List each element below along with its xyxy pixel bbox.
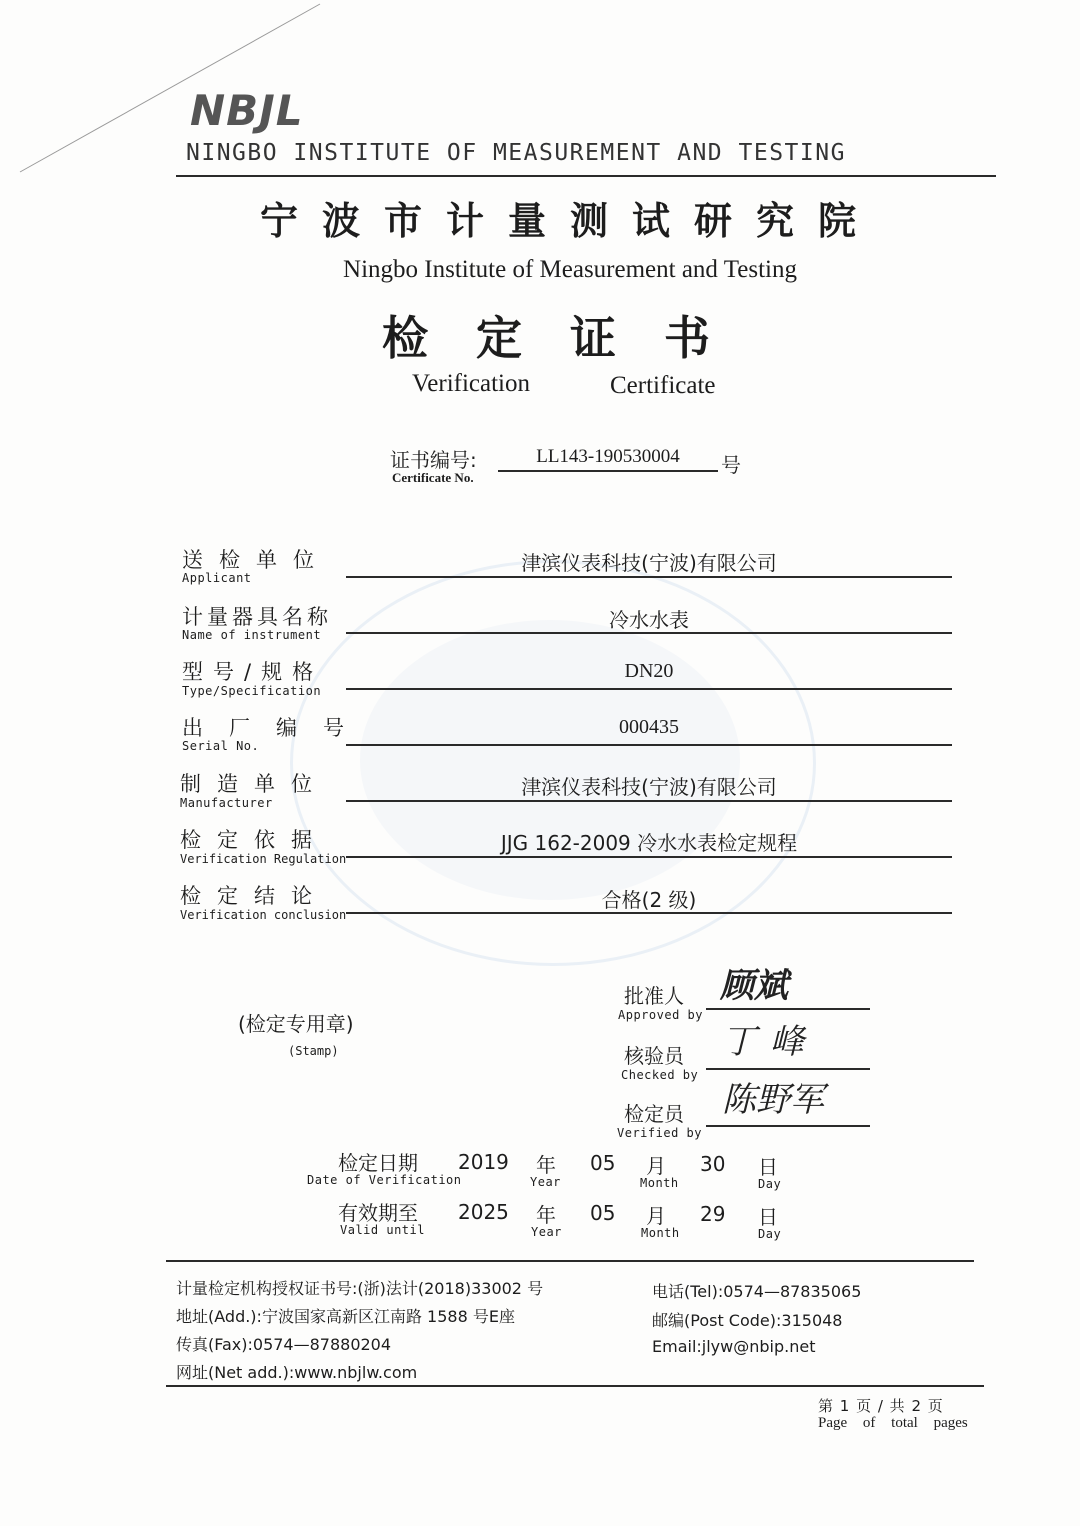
signature-name: 陈野军 bbox=[722, 1080, 824, 1120]
role-label-en: Checked by bbox=[621, 1068, 699, 1082]
certificate-title-english-2: Certificate bbox=[610, 372, 716, 399]
field-label-cn: 送检单位 bbox=[182, 548, 330, 572]
field-value: 津滨仪表科技(宁波)有限公司 bbox=[521, 551, 777, 575]
day-unit-cn: 日 bbox=[758, 1205, 778, 1229]
field-label-cn: 制造单位 bbox=[180, 772, 328, 796]
month-unit-en: Month bbox=[641, 1226, 680, 1240]
date-year: 2025 bbox=[458, 1200, 509, 1224]
stamp-label: (检定专用章) bbox=[238, 1012, 354, 1036]
year-unit-en: Year bbox=[530, 1175, 561, 1189]
date-day: 29 bbox=[700, 1202, 726, 1226]
role-label-cn: 核验员 bbox=[624, 1044, 684, 1068]
field-value: 000435 bbox=[619, 716, 679, 738]
certificate-no-underline bbox=[498, 470, 718, 472]
field-label-en: Name of instrument bbox=[182, 628, 322, 642]
date-year: 2019 bbox=[458, 1150, 509, 1174]
certificate-no-suffix: 号 bbox=[721, 453, 741, 477]
field-underline bbox=[346, 800, 952, 802]
address: 地址(Add.):宁波国家高新区江南路 1588 号E座 bbox=[176, 1307, 515, 1326]
email: Email:jlyw@nbip.net bbox=[652, 1337, 816, 1356]
field-label-en: Type/Specification bbox=[182, 684, 322, 698]
field-underline bbox=[346, 632, 952, 634]
field-label-en: Applicant bbox=[182, 571, 252, 585]
year-unit-cn: 年 bbox=[536, 1203, 556, 1227]
field-underline bbox=[346, 744, 952, 746]
date-month: 05 bbox=[590, 1201, 616, 1225]
date-label-cn: 有效期至 bbox=[338, 1201, 418, 1225]
field-underline bbox=[346, 688, 952, 690]
role-label-cn: 检定员 bbox=[624, 1102, 684, 1126]
institute-logo: NBJL bbox=[190, 86, 304, 135]
signature-line bbox=[706, 1008, 870, 1010]
date-day: 30 bbox=[700, 1152, 726, 1176]
field-label-en: Verification conclusion bbox=[180, 908, 347, 922]
field-value: DN20 bbox=[624, 660, 674, 682]
certificate-title-english-1: Verification bbox=[412, 370, 531, 397]
signature-name: 顾斌 bbox=[720, 966, 788, 1006]
telephone: 电话(Tel):0574—87835065 bbox=[652, 1282, 862, 1301]
signature-line bbox=[706, 1125, 870, 1127]
footer-bottom-rule bbox=[166, 1385, 984, 1387]
institute-name-chinese: 宁波市计量测试研究院 bbox=[259, 199, 880, 243]
institute-name-english: Ningbo Institute of Measurement and Testing bbox=[343, 256, 797, 283]
field-value: 合格(2 级) bbox=[601, 888, 697, 912]
authorization-no: 计量检定机构授权证书号:(浙)法计(2018)33002 号 bbox=[176, 1279, 544, 1298]
date-month: 05 bbox=[590, 1151, 616, 1175]
page-number-cn: 第 1 页 / 共 2 页 bbox=[818, 1397, 944, 1415]
field-label-cn: 出厂编号 bbox=[182, 716, 370, 740]
day-unit-en: Day bbox=[758, 1177, 782, 1191]
month-unit-cn: 月 bbox=[646, 1204, 666, 1228]
field-underline bbox=[346, 856, 952, 858]
field-label-cn: 型号/规格 bbox=[182, 660, 324, 684]
field-value: 冷水水表 bbox=[609, 608, 689, 632]
footer-top-rule bbox=[166, 1260, 974, 1262]
signature-name: 丁峰 bbox=[722, 1022, 818, 1062]
field-value: 津滨仪表科技(宁波)有限公司 bbox=[521, 775, 777, 799]
fax: 传真(Fax):0574—87880204 bbox=[176, 1335, 392, 1354]
day-unit-cn: 日 bbox=[758, 1155, 778, 1179]
field-label-en: Serial No. bbox=[182, 739, 260, 753]
day-unit-en: Day bbox=[758, 1227, 782, 1241]
date-label-en: Date of Verification bbox=[307, 1173, 462, 1187]
field-underline bbox=[346, 912, 952, 914]
field-value: JJG 162-2009 冷水水表检定规程 bbox=[500, 831, 798, 855]
certificate-title-chinese: 检定证书 bbox=[382, 311, 758, 365]
header-rule bbox=[176, 175, 996, 177]
role-label-cn: 批准人 bbox=[624, 984, 684, 1008]
month-unit-en: Month bbox=[640, 1176, 679, 1190]
certificate-no-value: LL143-190530004 bbox=[536, 446, 680, 467]
role-label-en: Approved by bbox=[618, 1008, 703, 1022]
postcode: 邮编(Post Code):315048 bbox=[652, 1311, 843, 1330]
month-unit-cn: 月 bbox=[646, 1154, 666, 1178]
page-number-en: Page of total pages bbox=[818, 1415, 968, 1431]
field-label-en: Manufacturer bbox=[180, 796, 273, 810]
certificate-no-label-en: Certificate No. bbox=[392, 470, 474, 485]
date-label-en: Valid until bbox=[340, 1223, 425, 1237]
certificate-no-label: 证书编号: bbox=[390, 448, 477, 472]
field-label-cn: 检定结论 bbox=[180, 884, 328, 908]
field-label-en: Verification Regulation bbox=[180, 852, 347, 866]
role-label-en: Verified by bbox=[617, 1126, 702, 1140]
field-label-cn: 检定依据 bbox=[180, 828, 328, 852]
year-unit-cn: 年 bbox=[536, 1153, 556, 1177]
year-unit-en: Year bbox=[531, 1225, 562, 1239]
field-label-cn: 计量器具名称 bbox=[182, 605, 332, 629]
institute-name-english-caps: NINGBO INSTITUTE OF MEASUREMENT AND TESTING bbox=[186, 140, 846, 166]
date-label-cn: 检定日期 bbox=[338, 1151, 418, 1175]
website: 网址(Net add.):www.nbjlw.com bbox=[176, 1363, 418, 1382]
signature-line bbox=[706, 1068, 870, 1070]
stamp-label-en: (Stamp) bbox=[288, 1044, 339, 1058]
field-underline bbox=[346, 576, 952, 578]
